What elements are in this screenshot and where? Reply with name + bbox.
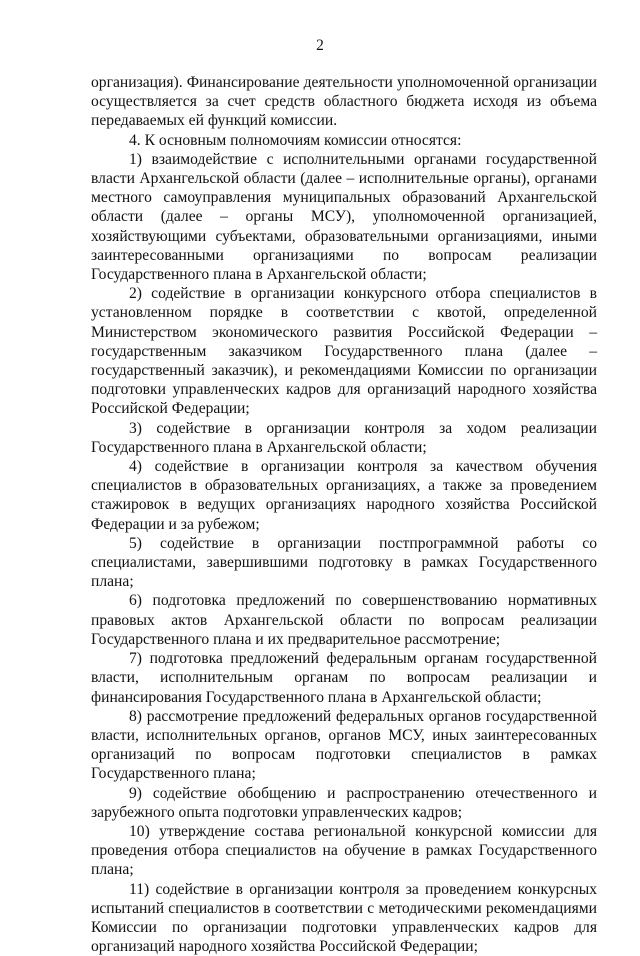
paragraph-continuation: организация). Финансирование деятельности уполномоченной организации осуществляется за счет средств областного бюджета исходя из объема передаваемых ей функций комиссии. <box>91 74 597 130</box>
list-item-7: 7) подготовка предложений федеральным органам государственной власти, исполнительным органам по вопросам реализации и финансирования Государственного плана в Архангельской области; <box>91 650 597 706</box>
list-item-3: 3) содействие в организации контроля за ходом реализации Государственного плана в Архангельской области; <box>91 419 597 456</box>
list-item-10: 10) утверждение состава региональной конкурсной комиссии для проведения отбора специалистов на обучение в рамках Государственного плана; <box>91 822 597 879</box>
list-item-9: 9) содействие обобщению и распространению отечественного и зарубежного опыта подготовки управленческих кадров; <box>91 784 597 821</box>
section-heading-4: 4. К основным полномочиям комиссии относятся: <box>129 131 462 149</box>
list-item-8: 8) рассмотрение предложений федеральных органов государственной власти, исполнительных органов, органов МСУ, иных заинтересованных организаций по вопросам подготовки специалистов в рамках Государственного плана; <box>91 707 597 783</box>
list-item-6: 6) подготовка предложений по совершенствованию нормативных правовых актов Архангельской области по вопросам реализации Государственного плана и их предварительное рассмотрение; <box>91 592 597 648</box>
document-body <box>91 73 597 956</box>
list-item-5: 5) содействие в организации постпрограммной работы со специалистами, завершившими подготовку в рамках Государственного плана; <box>91 534 597 591</box>
page-number: 2 <box>316 37 324 54</box>
list-item-4: 4) содействие в организации контроля за качеством обучения специалистов в образовательных организациях, а также за проведением стажировок в ведущих организациях народного хозяйства Российской Федерации и за рубежом; <box>91 458 597 533</box>
list-item-2: 2) содействие в организации конкурсного отбора специалистов в установленном порядке в соответствии с квотой, определенной Министерством экономического развития Российской Федерации – государственным заказчиком Государственного плана (далее – государственный заказчик), и рекомендациями Комиссии по организации подготовки управленческих кадров для организаций народного хозяйства Российской Федерации; <box>91 285 597 418</box>
list-item-1: 1) взаимодействие с исполнительными органами государственной власти Архангельской области (далее – исполнительные органы), органами местного самоуправления муниципальных образований Архангельской области (далее – органы МСУ), уполномоченной организацией, хозяйствующими субъектами, образовательными организациями, иными заинтересованными организациями по вопросам реализации Государственного плана в Архангельской области; <box>91 150 597 284</box>
list-item-11: 11) содействие в организации контроля за проведением конкурсных испытаний специалистов в соответствии с методическими рекомендациями Комиссии по организации подготовки управленческих кадров для организаций народного хозяйства Российской Федерации; <box>91 880 597 956</box>
